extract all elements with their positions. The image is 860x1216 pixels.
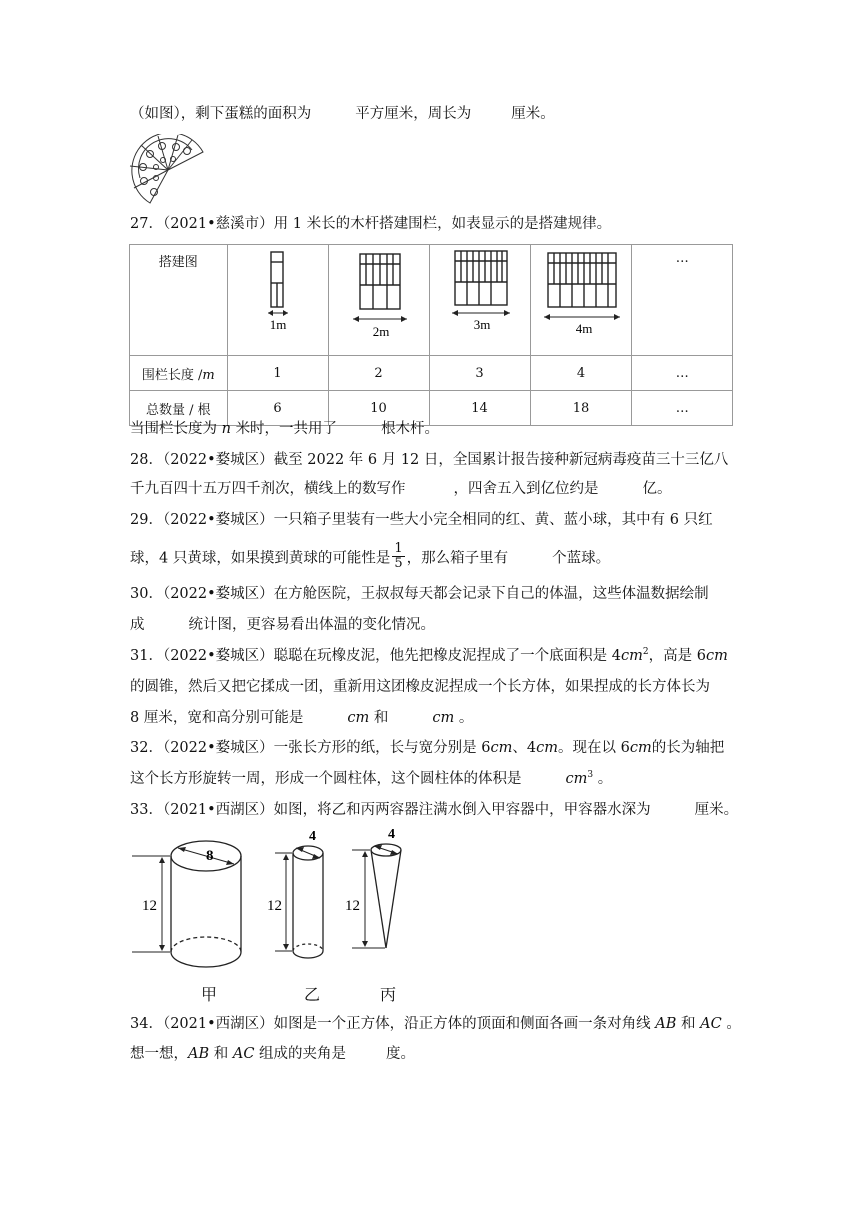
header-count: 总数量 / 根: [130, 391, 228, 426]
fence-label-4: 4m: [575, 321, 593, 336]
fence-label-2: 2m: [372, 324, 389, 339]
fence-fig-1: [227, 245, 328, 356]
bing-height-label: 12: [345, 898, 360, 914]
q27-stem: 27．（2021•慈溪市）用 1 米长的木杆搭建围栏，如表显示的是搭建规律。: [130, 216, 612, 232]
jia-diameter-label: 8: [206, 848, 214, 864]
q34-line1: 34．（2021•西湖区）如图是一个正方体，沿正方体的顶面和侧面各画一条对角线 AB 和 AC 。: [130, 1016, 741, 1032]
container-label-bing: 丙: [380, 987, 397, 1004]
q29-line1: 29．（2022•婺城区）一只箱子里装有一些大小完全相同的红、黄、蓝小球，其中有 6 只红: [130, 512, 713, 528]
q28-line2: 千九百四十五万四千剂次，横线上的数写作 ，四舍五入到亿位约是 亿。: [130, 481, 672, 497]
q31-line3: 8 厘米，宽和高分别可能是 cm 和 cm 。: [130, 710, 474, 726]
q32-line1: 32．（2022•婺城区）一张长方形的纸，长与宽分别是 6cm、4cm。现在以 6cm的长为轴把: [130, 740, 725, 756]
container-label-jia: 甲: [201, 987, 218, 1004]
probability-fraction: $\frac{1}{5}$: [394, 541, 403, 571]
cake-sector-figure: [128, 134, 214, 204]
count-cell: …: [632, 391, 733, 426]
header-diagram: 搭建图: [130, 245, 228, 356]
jia-height-label: 12: [142, 898, 157, 914]
bing-diameter-label: 4: [388, 827, 395, 842]
count-cell: 6: [227, 391, 328, 426]
yi-height-label: 12: [267, 898, 282, 914]
length-cell: 1: [227, 356, 328, 391]
yi-diameter-label: 4: [309, 829, 316, 844]
q31-line1: 31．（2022•婺城区）聪聪在玩橡皮泥，他先把橡皮泥捏成了一个底面积是 $4cm^2$，高是 6cm: [130, 647, 728, 664]
fence-fig-4: [530, 245, 632, 356]
length-cell: …: [632, 356, 733, 391]
q30-line1: 30．（2022•婺城区）在方舱医院，王叔叔每天都会记录下自己的体温，这些体温数据绘制: [130, 586, 709, 602]
count-cell: 10: [328, 391, 429, 426]
q27-answer-line: 当围栏长度为 n 米时，一共用了 根木杆。: [130, 421, 440, 437]
containers-figure: [128, 826, 418, 976]
q31-line2: 的圆锥，然后又把它揉成一团，重新用这团橡皮泥捏成一个长方体，如果捏成的长方体长为: [130, 679, 710, 695]
q33-line1: 33．（2021•西湖区）如图，将乙和丙两容器注满水倒入甲容器中，甲容器水深为 厘米。: [130, 802, 739, 818]
count-cell: 18: [530, 391, 632, 426]
length-cell: 3: [429, 356, 530, 391]
q29-line2: 球，4 只黄球，如果摸到黄球的可能性是 $\frac{1}{5}$ ，那么箱子里有 个蓝球。: [130, 541, 611, 571]
length-cell: 4: [530, 356, 632, 391]
q30-line2: 成 统计图，更容易看出体温的变化情况。: [130, 617, 435, 633]
fence-pattern-table: [129, 244, 733, 426]
q26-answer-line: （如图），剩下蛋糕的面积为 平方厘米，周长为 厘米。: [130, 106, 555, 122]
fence-fig-3: [429, 245, 530, 356]
fence-label-3: 3m: [473, 317, 490, 332]
q32-line2: 这个长方形旋转一周，形成一个圆柱体，这个圆柱体的体积是 $cm^3$ 。: [130, 770, 613, 787]
q28-line1: 28．（2022•婺城区）截至 2022 年 6 月 12 日，全国累计报告接种新冠病毒疫苗三十三亿八: [130, 452, 729, 468]
header-length: 围栏长度 /m: [130, 356, 228, 391]
length-cell: 2: [328, 356, 429, 391]
count-cell: 14: [429, 391, 530, 426]
container-label-yi: 乙: [304, 987, 321, 1004]
q34-line2: 想一想，AB 和 AC 组成的夹角是 度。: [130, 1046, 416, 1062]
fence-fig-2: [328, 245, 429, 356]
fig-ellipsis: …: [632, 245, 733, 356]
fence-label-1: 1m: [269, 317, 286, 332]
